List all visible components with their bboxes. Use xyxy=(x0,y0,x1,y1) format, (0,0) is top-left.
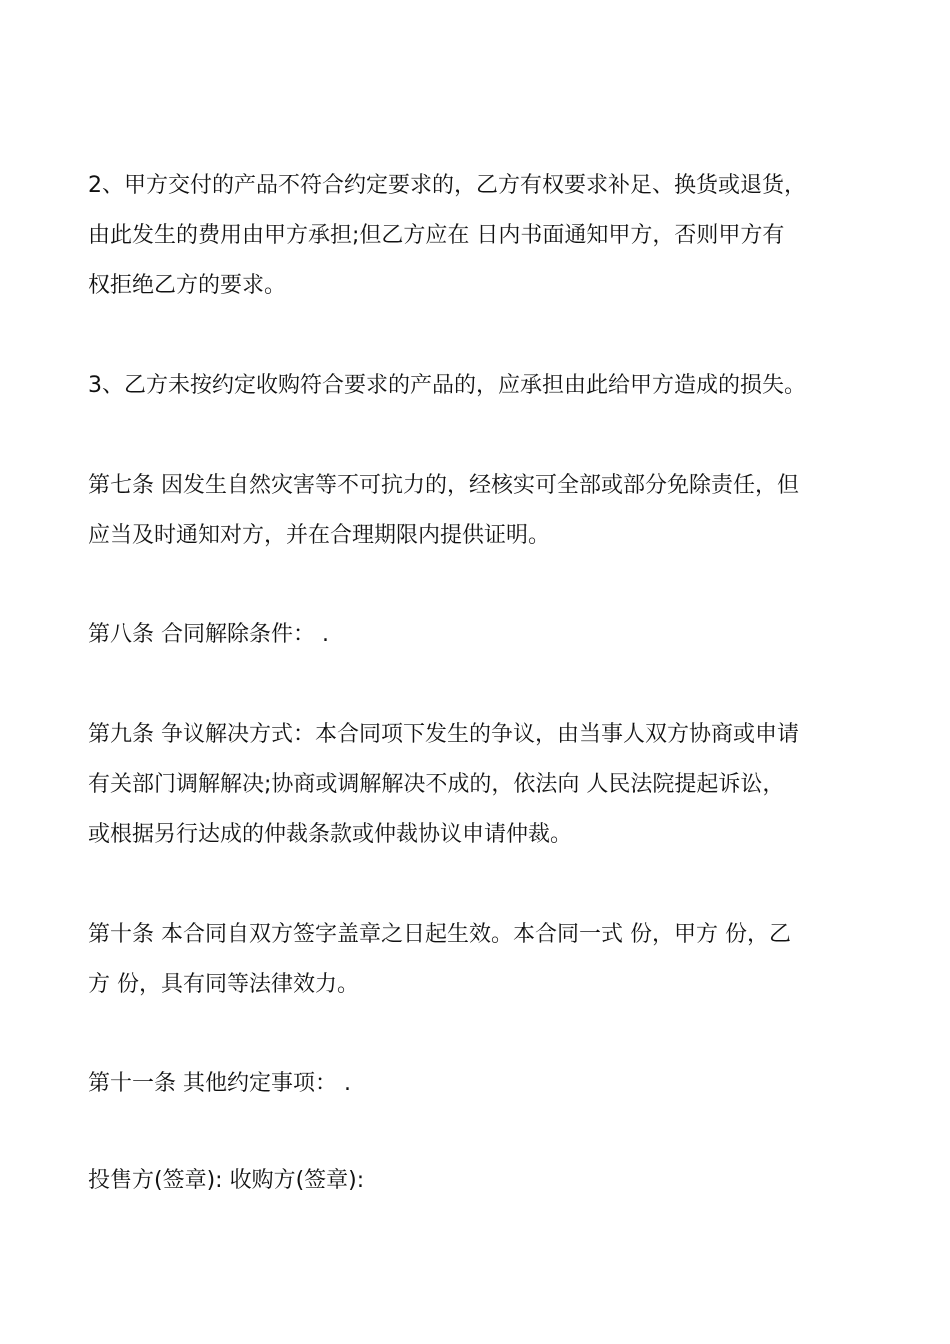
text-line: 第七条 因发生自然灾害等不可抗力的，经核实可全部或部分免除责任，但 xyxy=(88,473,799,498)
article-7 xyxy=(88,461,878,561)
text-line: 第十一条 其他约定事项： . xyxy=(88,1071,351,1096)
text-line: 2、甲方交付的产品不符合约定要求的，乙方有权要求补足、换货或退货， xyxy=(88,173,806,198)
text-line: 或根据另行达成的仲裁条款或仲裁协议申请仲裁。 xyxy=(88,822,573,847)
text-line: 投售方(签章): 收购方(签章): xyxy=(88,1168,365,1193)
text-line: 方 份，具有同等法律效力。 xyxy=(88,972,359,997)
article-10 xyxy=(88,910,878,1010)
text-line: 第九条 争议解决方式：本合同项下发生的争议，由当事人双方协商或申请 xyxy=(88,722,799,747)
text-line: 第十条 本合同自双方签字盖章之日起生效。本合同一式 份，甲方 份，乙 xyxy=(88,922,791,947)
clause-item-2 xyxy=(88,161,878,311)
text-line: 权拒绝乙方的要求。 xyxy=(88,273,287,298)
article-9 xyxy=(88,710,878,860)
text-line: 有关部门调解解决;协商或调解解决不成的，依法向 人民法院提起诉讼， xyxy=(88,772,785,797)
signature-line xyxy=(88,1156,878,1206)
text-line: 应当及时通知对方，并在合理期限内提供证明。 xyxy=(88,523,551,548)
text-line: 第八条 合同解除条件： . xyxy=(88,622,329,647)
text-line: 3、乙方未按约定收购符合要求的产品的，应承担由此给甲方造成的损失。 xyxy=(88,373,806,398)
article-11 xyxy=(88,1059,878,1109)
clause-item-3 xyxy=(88,361,878,411)
text-line: 由此发生的费用由甲方承担;但乙方应在 日内书面通知甲方，否则甲方有 xyxy=(88,223,785,248)
article-8 xyxy=(88,610,878,660)
